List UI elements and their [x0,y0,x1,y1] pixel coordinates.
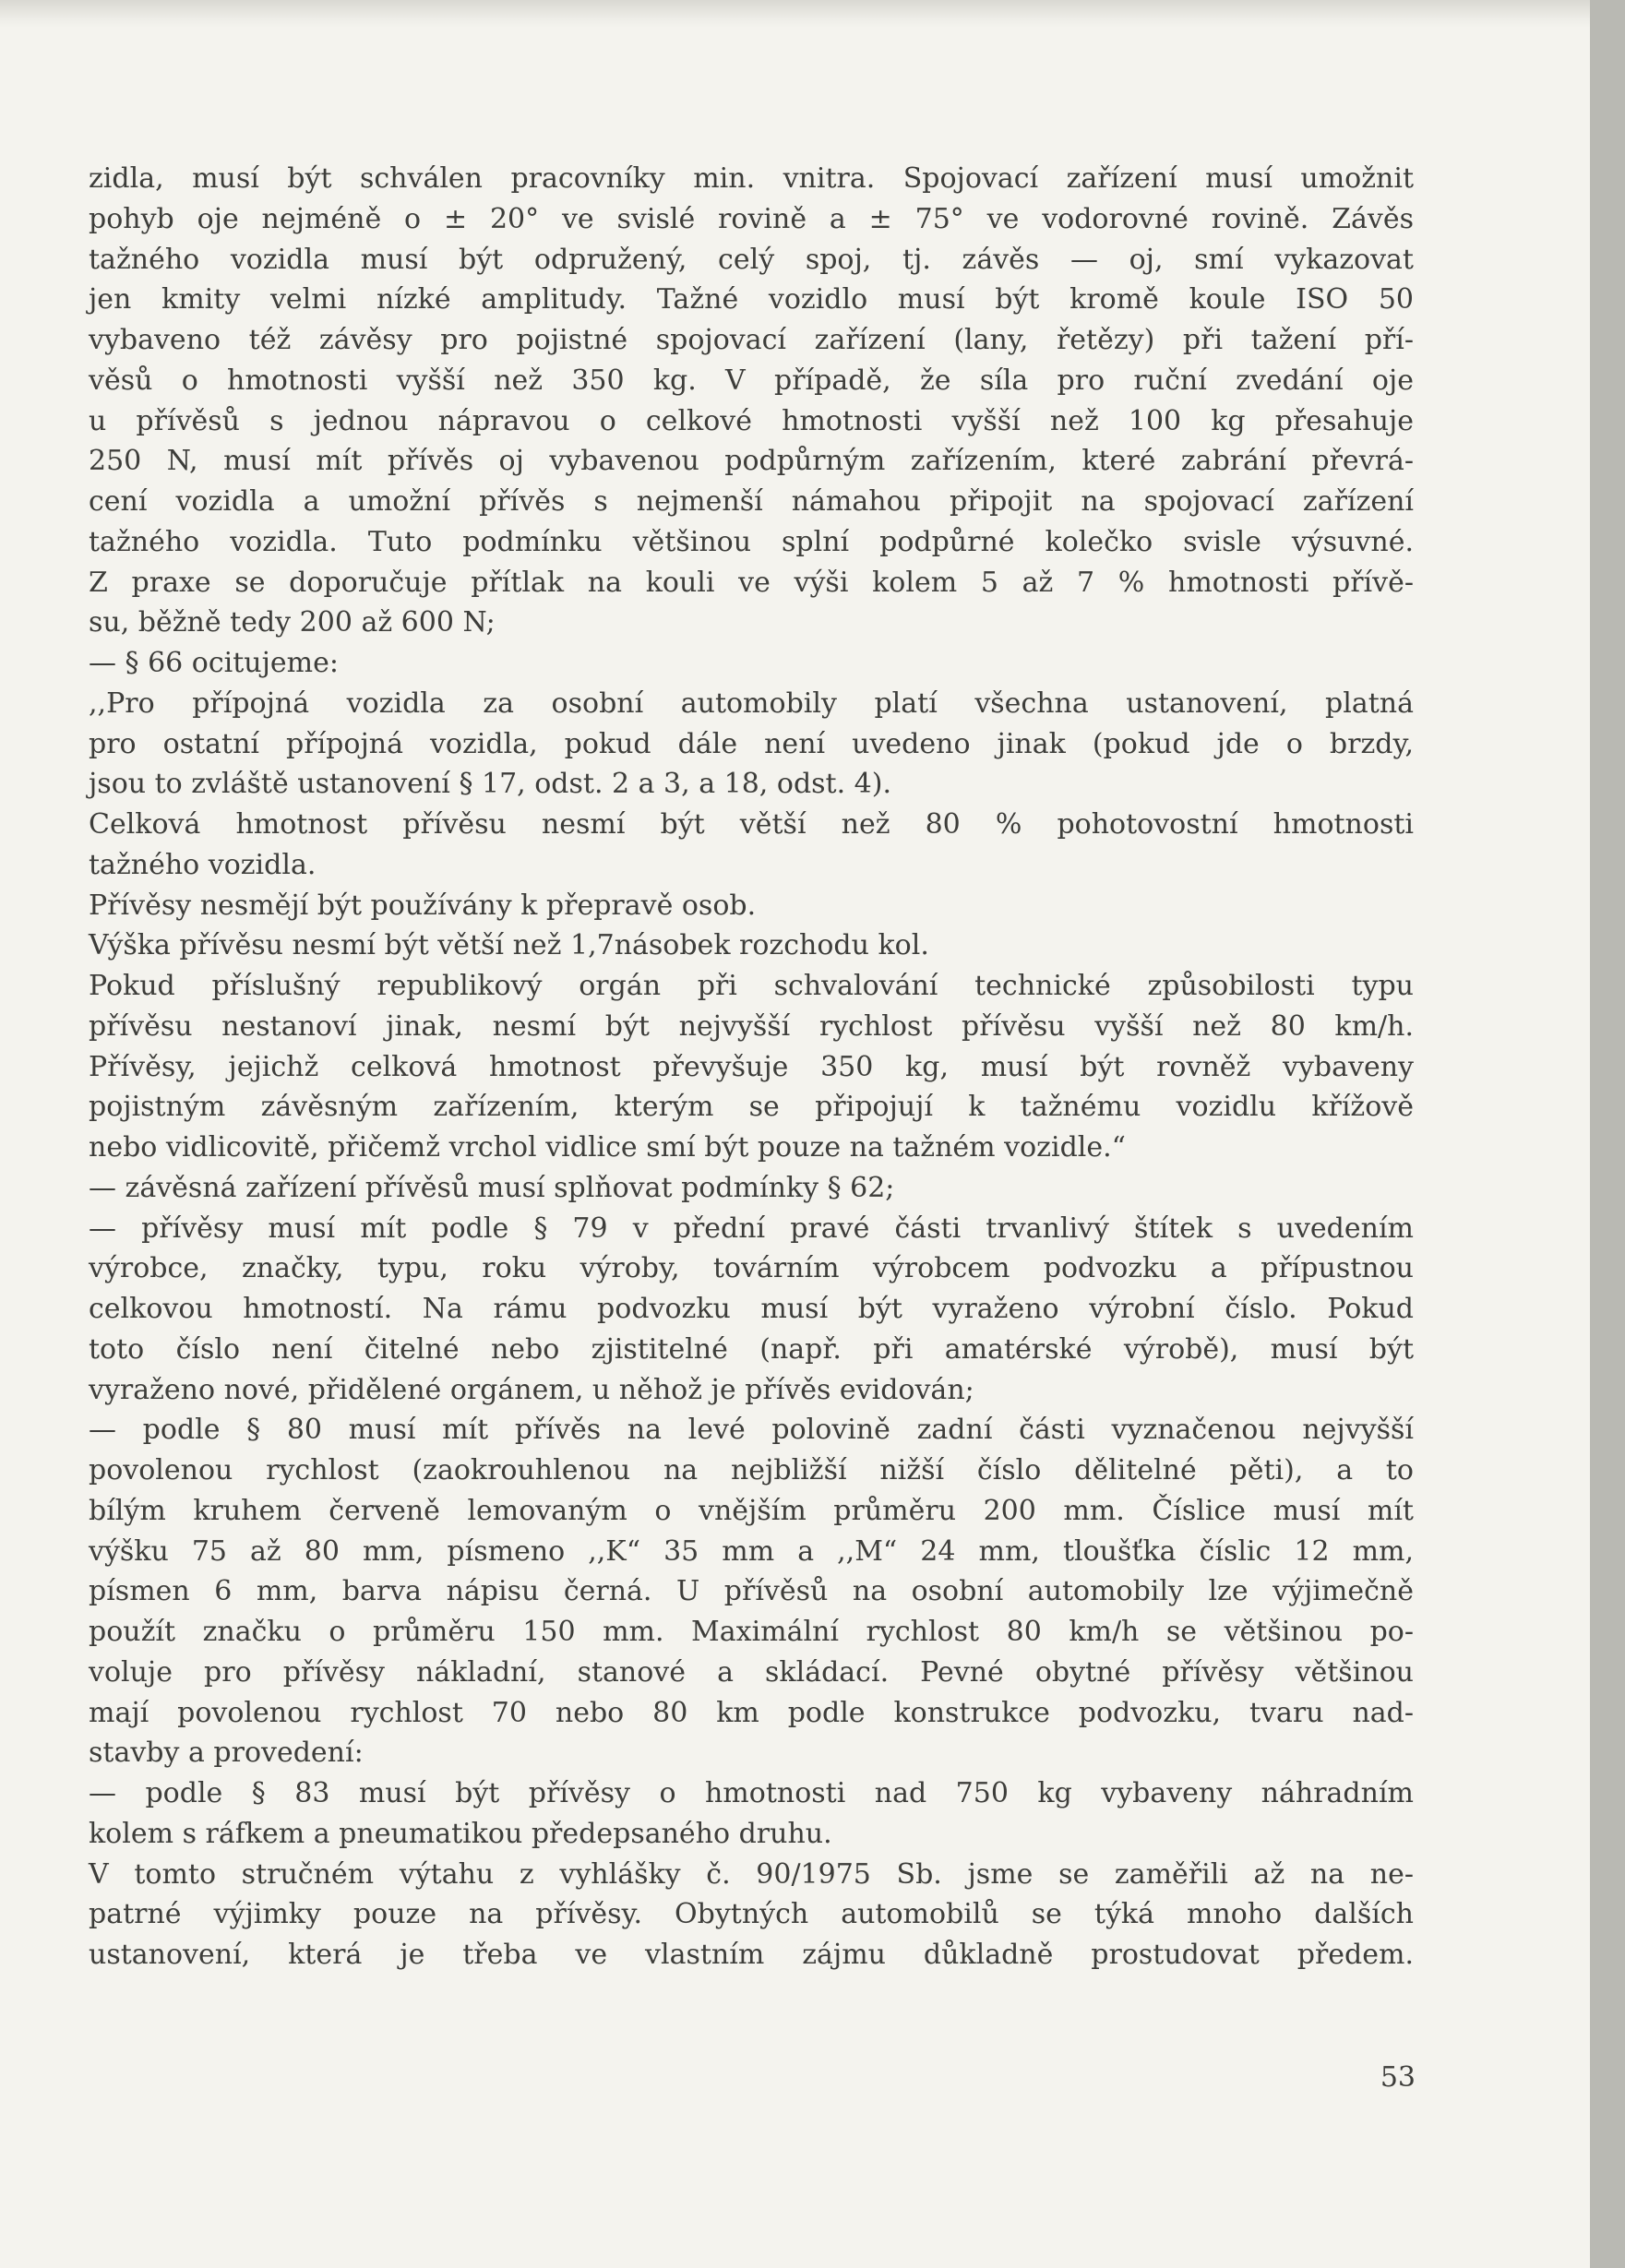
text-line: bílým kruhem červeně lemovaným o vnějším průměru 200 mm. Číslice musí mít [89,1494,1414,1527]
text-line: cení vozidla a umožní přívěs s nejmenší námahou připojit na spojovací zařízení [89,485,1414,518]
text-line: — § 66 ocitujeme: [89,647,339,679]
text-line: Celková hmotnost přívěsu nesmí být větší než 80 % pohotovostní hmotnosti [89,808,1414,841]
text-line: ,,Pro přípojná vozidla za osobní automobily platí všechna ustanovení, platná [89,686,1414,720]
text-line: povolenou rychlost (zaokrouhlenou na nejbližší nižší číslo dělitelné pěti), a to [89,1454,1414,1486]
text-line: 250 N, musí mít přívěs oj vybavenou podpůrným zařízením, které zabrání převrá- [89,445,1414,478]
text-line: — podle § 83 musí být přívěsy o hmotnosti nad 750 kg vybaveny náhradním [89,1777,1414,1809]
text-line: mají povolenou rychlost 70 nebo 80 km podle konstrukce podvozku, tvaru nad- [89,1696,1414,1729]
text-line: voluje pro přívěsy nákladní, stanové a skládací. Pevné obytné přívěsy většinou [89,1655,1414,1689]
text-line: Přívěsy nesmějí být používány k přepravě osob. [89,889,757,922]
text-line: kolem s ráfkem a pneumatikou předepsaného druhu. [89,1817,832,1850]
text-line: jen kmity velmi nízké amplitudy. Tažné vozidlo musí být kromě koule ISO 50 [89,283,1414,316]
body-text [89,159,1414,1976]
text-line: nebo vidlicovitě, přičemž vrchol vidlice smí být pouze na tažném vozidle.“ [89,1131,1127,1164]
text-line: Pokud příslušný republikový orgán při schvalování technické způsobilosti typu [89,970,1414,1002]
text-line: tažného vozidla musí být odpružený, celý spoj, tj. závěs — oj, smí vykazovat [89,243,1414,276]
text-line: stavby a provedení: [89,1737,364,1770]
text-line: vyraženo nové, přidělené orgánem, u něhož je přívěs evidován; [89,1373,974,1406]
text-line: su, běžně tedy 200 až 600 N; [89,606,496,639]
text-line: Výška přívěsu nesmí být větší než 1,7násobek rozchodu kol. [89,929,929,962]
text-line: tažného vozidla. [89,848,317,881]
text-line: V tomto stručném výtahu z vyhlášky č. 90/1975 Sb. jsme se zaměřili až na ne- [89,1857,1414,1891]
text-line: věsů o hmotnosti vyšší než 350 kg. V případě, že síla pro ruční zvedání oje [89,364,1414,397]
text-line: celkovou hmotností. Na rámu podvozku musí být vyraženo výrobní číslo. Pokud [89,1293,1414,1325]
text-line: Z praxe se doporučuje přítlak na kouli ve výši kolem 5 až 7 % hmotnosti přívě- [89,566,1414,599]
text-line: toto číslo není čitelné nebo zjistitelné (např. při amatérské výrobě), musí být [89,1332,1414,1366]
text-line: písmen 6 mm, barva nápisu černá. U přívěsů na osobní automobily lze výjimečně [89,1575,1414,1608]
text-line: zidla, musí být schválen pracovníky min. vnitra. Spojovací zařízení musí umožnit [89,162,1414,195]
page-edge [1590,0,1607,2268]
page-top-shadow [0,0,1607,28]
text-line: pojistným závěsným zařízením, kterým se připojují k tažnému vozidlu křížově [89,1091,1414,1124]
text-line: tažného vozidla. Tuto podmínku většinou splní podpůrné kolečko svisle výsuvné. [89,525,1414,558]
text-line: přívěsu nestanoví jinak, nesmí být nejvyšší rychlost přívěsu vyšší než 80 km/h. [89,1009,1414,1043]
text-line: jsou to zvláště ustanovení § 17, odst. 2 a 3, a 18, odst. 4). [89,768,891,801]
page-number: 53 [1380,2061,1416,2094]
text-line: — přívěsy musí mít podle § 79 v přední pravé části trvanlivý štítek s uvedením [89,1212,1414,1245]
text-line: ustanovení, která je třeba ve vlastním zájmu důkladně prostudovat předem. [89,1939,1414,1971]
text-line: — závěsná zařízení přívěsů musí splňovat podmínky § 62; [89,1171,895,1204]
text-line: — podle § 80 musí mít přívěs na levé polovině zadní části vyznačenou nejvyšší [89,1414,1414,1447]
text-line: patrné výjimky pouze na přívěsy. Obytných automobilů se týká mnoho dalších [89,1898,1414,1931]
text-line: u přívěsů s jednou nápravou o celkové hmotnosti vyšší než 100 kg přesahuje [89,404,1414,437]
text-line: výrobce, značky, typu, roku výroby, továrním výrobcem podvozku a přípustnou [89,1252,1414,1285]
text-line: Přívěsy, jejichž celková hmotnost převyšuje 350 kg, musí být rovněž vybaveny [89,1050,1414,1083]
text-line: výšku 75 až 80 mm, písmeno ,,K“ 35 mm a ,,M“ 24 mm, tloušťka číslic 12 mm, [89,1534,1414,1568]
text-line: pohyb oje nejméně o ± 20° ve svislé rovině a ± 75° ve vodorovné rovině. Závěs [89,202,1414,235]
text-line: použít značku o průměru 150 mm. Maximální rychlost 80 km/h se většinou po- [89,1616,1414,1648]
text-line: pro ostatní přípojná vozidla, pokud dále není uvedeno jinak (pokud jde o brzdy, [89,727,1414,760]
text-line: vybaveno též závěsy pro pojistné spojovací zařízení (lany, řetězy) při tažení pří- [89,324,1414,356]
